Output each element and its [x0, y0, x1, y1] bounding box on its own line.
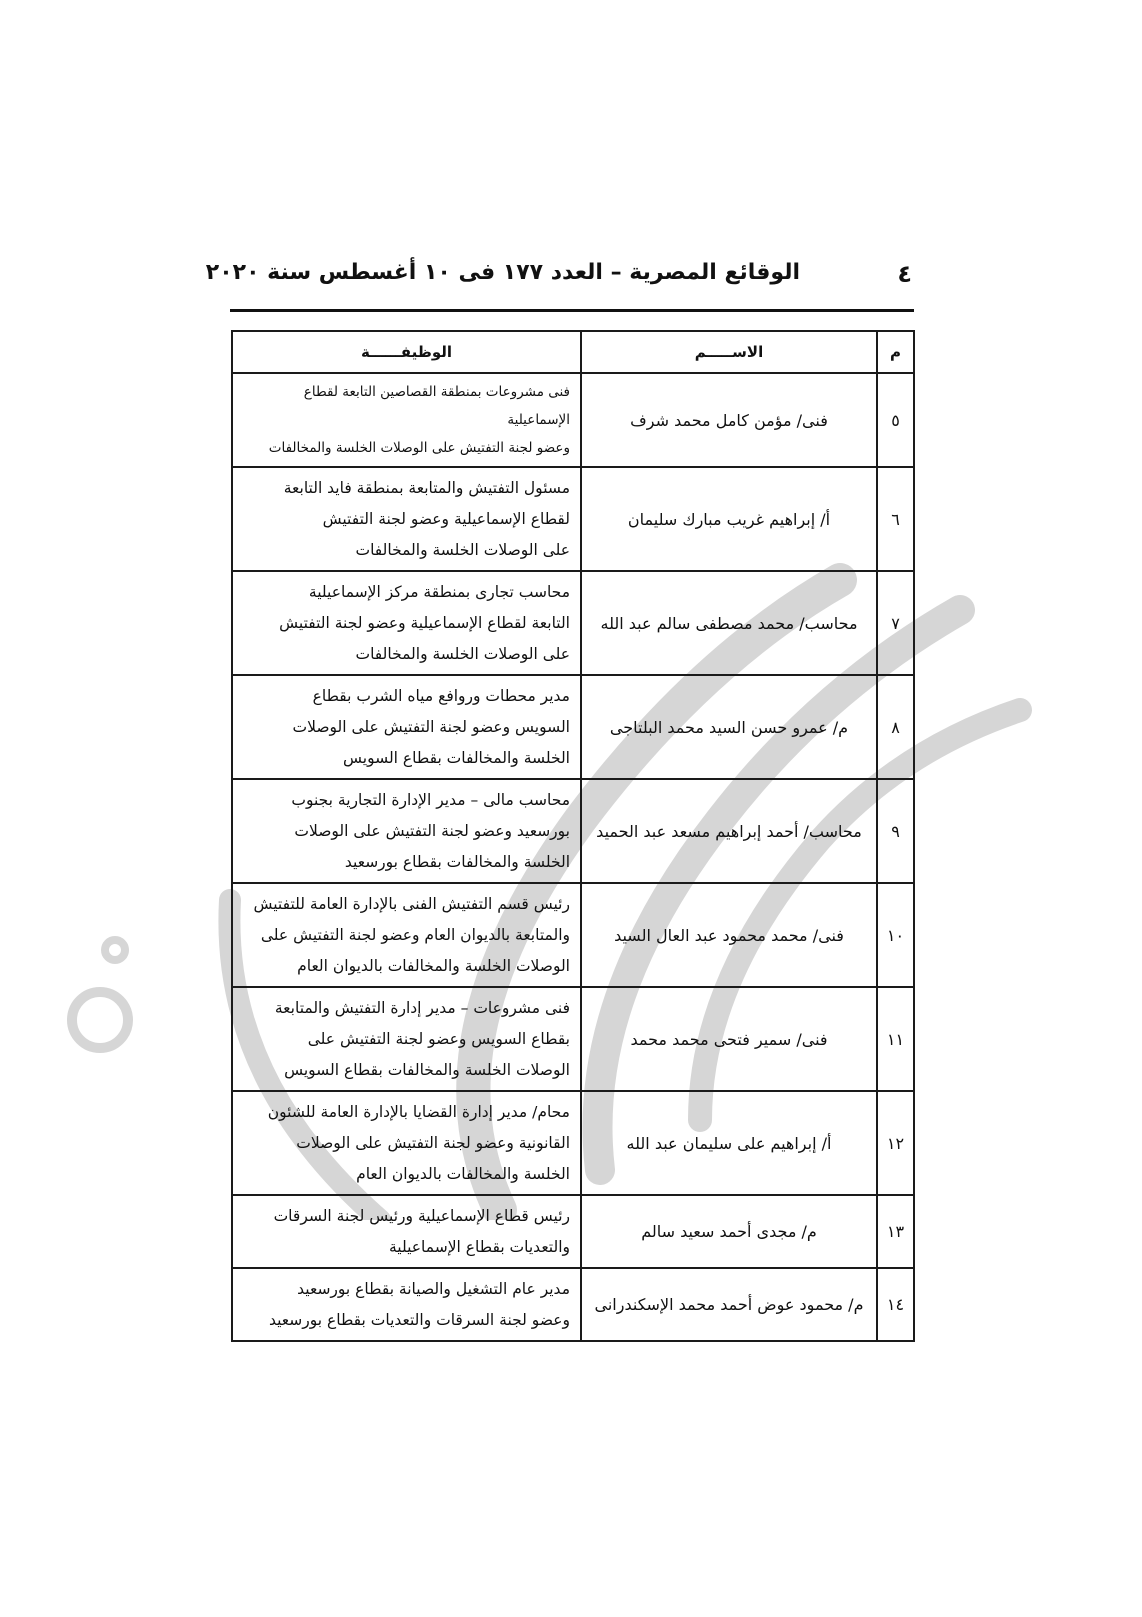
job-line: الوصلات الخلسة والمخالفات بالديوان العام	[297, 956, 570, 975]
row-number: ٧	[877, 571, 914, 675]
job-line: محاسب تجارى بمنطقة مركز الإسماعيلية	[308, 582, 570, 601]
employee-name: م/ مجدى أحمد سعيد سالم	[581, 1195, 877, 1268]
job-title	[232, 779, 581, 883]
job-line: محاسب مالى – مدير الإدارة التجارية بجنوب	[291, 790, 570, 809]
table-row	[232, 987, 914, 1091]
employee-name: أ/ إبراهيم غريب مبارك سليمان	[581, 467, 877, 571]
row-number: ٥	[877, 373, 914, 467]
employee-name: فنى/ مؤمن كامل محمد شرف	[581, 373, 877, 467]
header-divider	[230, 309, 914, 312]
job-line: بورسعيد وعضو لجنة التفتيش على الوصلات	[294, 821, 570, 840]
job-line: مدير محطات وروافع مياه الشرب بقطاع	[312, 686, 570, 705]
row-number: ١٤	[877, 1268, 914, 1341]
table-row	[232, 373, 914, 467]
employee-name: فنى/ محمد محمود عبد العال السيد	[581, 883, 877, 987]
column-header-number: م	[877, 331, 914, 373]
employee-name: م/ محمود عوض أحمد محمد الإسكندرانى	[581, 1268, 877, 1341]
job-line: الوصلات الخلسة والمخالفات بقطاع السويس	[284, 1060, 570, 1079]
job-line: الخلسة والمخالفات بقطاع السويس	[343, 748, 570, 767]
job-line: على الوصلات الخلسة والمخالفات	[355, 540, 570, 559]
job-line: والمتابعة بالديوان العام وعضو لجنة التفتيش على	[260, 925, 570, 944]
table-row	[232, 1268, 914, 1341]
row-number: ١٠	[877, 883, 914, 987]
job-title	[232, 1195, 581, 1268]
job-title	[232, 675, 581, 779]
job-line: السويس وعضو لجنة التفتيش على الوصلات	[292, 717, 570, 736]
job-line: مسئول التفتيش والمتابعة بمنطقة فايد التابعة	[283, 478, 570, 497]
job-title	[232, 373, 581, 467]
job-line: الخلسة والمخالفات بالديوان العام	[356, 1164, 570, 1183]
row-number: ١١	[877, 987, 914, 1091]
job-line: وعضو لجنة التفتيش على الوصلات الخلسة والمخالفات	[268, 440, 570, 456]
table-row	[232, 883, 914, 987]
employee-name: محاسب/ أحمد إبراهيم مسعد عبد الحميد	[581, 779, 877, 883]
column-header-job: الوظيفــــــة	[232, 331, 581, 373]
job-line: رئيس قسم التفتيش الفنى بالإدارة العامة للتفتيش	[253, 894, 570, 913]
employee-name: محاسب/ محمد مصطفى سالم عبد الله	[581, 571, 877, 675]
employee-name: فنى/ سمير فتحى محمد محمد	[581, 987, 877, 1091]
employee-name: م/ عمرو حسن السيد محمد البلتاجى	[581, 675, 877, 779]
job-line: فنى مشروعات – مدير إدارة التفتيش والمتابعة	[274, 998, 570, 1017]
job-title	[232, 1268, 581, 1341]
table-header-row	[232, 331, 914, 373]
job-line: الخلسة والمخالفات بقطاع بورسعيد	[344, 852, 570, 871]
table-row	[232, 779, 914, 883]
job-line: مدير عام التشغيل والصيانة بقطاع بورسعيد	[297, 1279, 570, 1298]
job-line: محام/ مدير إدارة القضايا بالإدارة العامة للشئون	[267, 1102, 570, 1121]
job-line: وعضو لجنة السرقات والتعديات بقطاع بورسعيد	[268, 1310, 570, 1329]
job-title	[232, 467, 581, 571]
job-line: بقطاع السويس وعضو لجنة التفتيش على	[307, 1029, 570, 1048]
column-header-name: الاســـــم	[581, 331, 877, 373]
employee-name: أ/ إبراهيم على سليمان عبد الله	[581, 1091, 877, 1195]
job-title	[232, 571, 581, 675]
table-row	[232, 675, 914, 779]
job-title	[232, 883, 581, 987]
job-line: رئيس قطاع الإسماعيلية ورئيس لجنة السرقات	[273, 1206, 570, 1225]
gazette-title: الوقائع المصرية – العدد ١٧٧ فى ١٠ أغسطس سنة ٢٠٢٠	[205, 260, 800, 285]
table-row	[232, 467, 914, 571]
job-line: والتعديات بقطاع الإسماعيلية	[389, 1237, 570, 1256]
table-row	[232, 571, 914, 675]
row-number: ٨	[877, 675, 914, 779]
job-line: القانونية وعضو لجنة التفتيش على الوصلات	[296, 1133, 570, 1152]
row-number: ٩	[877, 779, 914, 883]
job-line: التابعة لقطاع الإسماعيلية وعضو لجنة التفتيش	[279, 613, 570, 632]
table-row	[232, 1091, 914, 1195]
page-header	[205, 260, 912, 300]
job-line: على الوصلات الخلسة والمخالفات	[355, 644, 570, 663]
roster-table	[231, 330, 915, 1342]
job-title	[232, 987, 581, 1091]
job-line: فنى مشروعات بمنطقة القصاصين التابعة لقطاع الإسماعيلية	[303, 384, 570, 428]
job-line: لقطاع الإسماعيلية وعضو لجنة التفتيش	[322, 509, 570, 528]
job-title	[232, 1091, 581, 1195]
table-row	[232, 1195, 914, 1268]
row-number: ١٢	[877, 1091, 914, 1195]
row-number: ١٣	[877, 1195, 914, 1268]
row-number: ٦	[877, 467, 914, 571]
page-number: ٤	[897, 260, 912, 288]
